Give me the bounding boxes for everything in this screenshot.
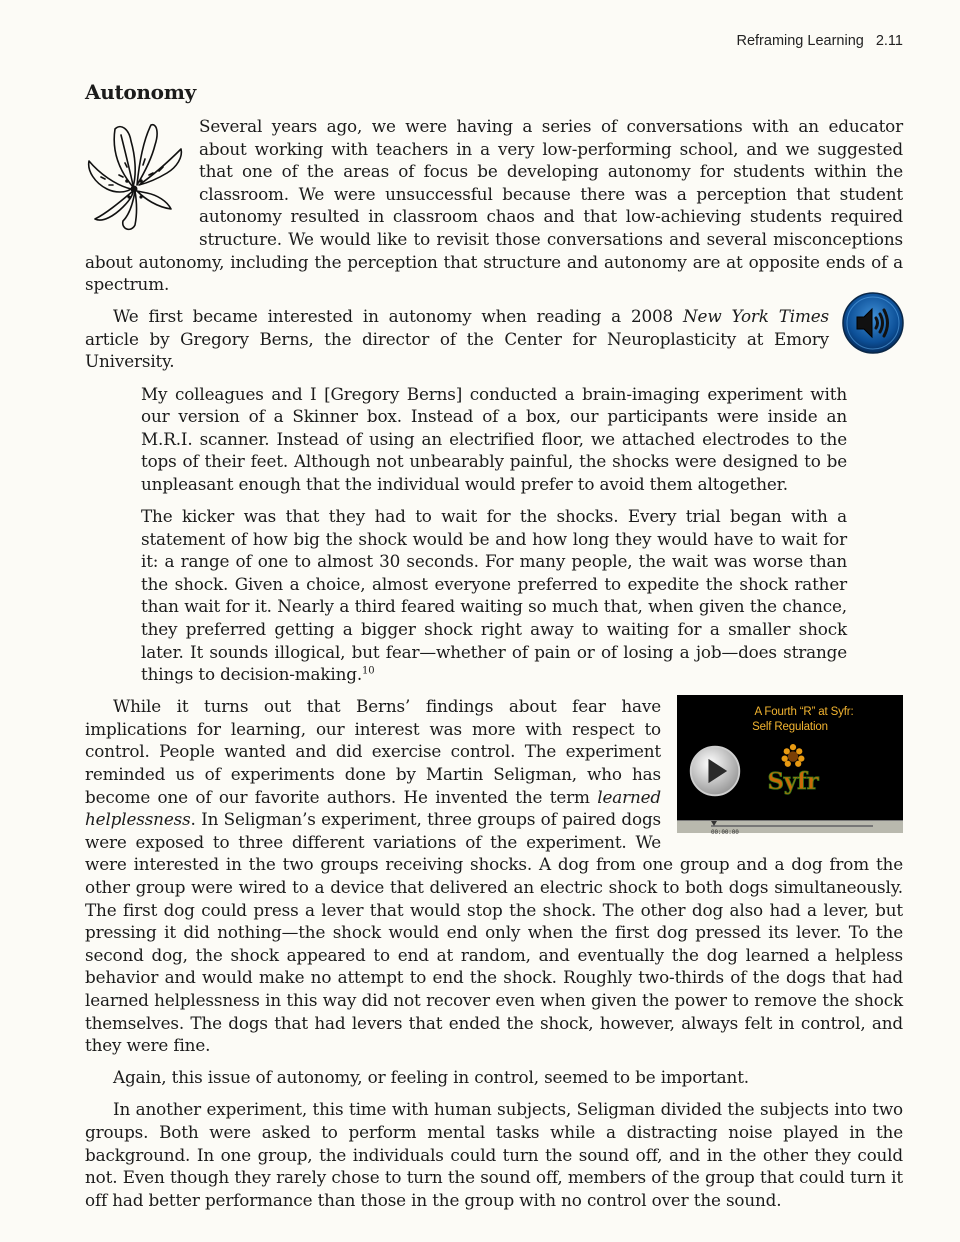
- learned-helplessness-term: learned helplessness: [85, 786, 661, 830]
- quote-2-text: The kicker was that they had to wait for the shocks. Every trial began with a statement of how big the shock would be and how long they would have to wait for it: a range of one to almost 30 seconds. For many people, the wait was worse than the shock. Given a choice, almost everyone preferred to expedite the shock rather than wait for it. Nearly a third feared waiting so much that, when given the chance, they preferred getting a bigger shock right away to waiting for a smaller shock later. It sounds illogical, but fear—whether of pain or of losing a job—does strange things to decision-making.: [141, 506, 847, 685]
- footnote-ref: 10: [362, 665, 375, 677]
- svg-text:Syfr: Syfr: [767, 769, 819, 796]
- video-player[interactable]: [677, 695, 903, 837]
- video-timecode: 00:00:00: [711, 829, 739, 837]
- quote-paragraph-2: [141, 505, 847, 686]
- section-title: Autonomy: [85, 80, 196, 104]
- running-title: Reframing Learning: [736, 33, 864, 49]
- syfr-logo: [761, 743, 825, 795]
- paragraph-human-experiment: In another experiment, this time with human subjects, Seligman divided the subjects into two groups. Both were asked to perform mental tasks while a distracting noise played in the background. In one group, the individuals could turn the sound off, and in the other they could not. Even though they rarely chose to turn the sound off, members of the group that could turn it off had better performance than those in the group with no control over the sound.: [85, 1099, 903, 1210]
- video-playhead[interactable]: [711, 821, 717, 826]
- berns-text-end: article by Gregory Berns, the director of the Center for Neuroplasticity at Emory University.: [85, 328, 829, 372]
- paragraph-intro: Several years ago, we were having a series of conversations with an educator about working with teachers in a very low-performing school, and we suggested that one of the areas of focus be developing autonomy for students within the classroom. We were unsuccessful because there was a perception that student autonomy resulted in classroom chaos and that low-achieving students required structure. We would like to revisit those conversations and several misconceptions about autonomy, including the perception that structure and autonomy are at opposite ends of a spectrum.: [85, 116, 903, 295]
- flower-illustration: [81, 115, 187, 233]
- page-number: 2.11: [875, 33, 903, 49]
- seligman-text-start: While it turns out that Berns’ findings about fear have implications for learning, our interest was more with respect to control. People wanted and did exercise control. The experiment reminded us of experiments done by Martin Seligman, who has become one of our favorite authors. He invented the term: [85, 696, 661, 807]
- paragraph-seligman: [85, 695, 903, 1057]
- video-controls[interactable]: [677, 820, 903, 837]
- speaker-audio-icon[interactable]: [841, 291, 905, 355]
- quote-paragraph-1: My colleagues and I [Gregory Berns] conducted a brain-imaging experiment with our version of a Skinner box. Instead of a box, our participants were inside an M.R.I. scanner. Instead of using an electrified floor, we attached electrodes to the tops of their feet. Although not unbearably painful, the shocks were designed to be unpleasant enough that the individual would prefer to avoid them altogether.: [141, 383, 847, 494]
- block-quote: [141, 383, 847, 686]
- play-icon[interactable]: [687, 743, 743, 799]
- seligman-text-end: . In Seligman’s experiment, three groups of paired dogs were exposed to three different variations of the experiment. We were interested in the two groups receiving shocks. A dog from one group and a dog from the other group were wired to a device that delivered an electric shock to both dogs simultaneously. The first dog could press a lever that would stop the shock. The other dog also had a lever, but pressing it did nothing—the shock would end only when the first dog pressed its lever. To the second dog, the shock appeared to end at random, and eventually the dog learned a helpless behavior and would make no attempt to end the shock. Roughly two-thirds of the dogs that had learned helplessness in this way did not recover even when given the power to remove the shock themselves. The dogs that had levers that ended the shock, however, always felt in control, and they were fine.: [85, 809, 903, 1056]
- paragraph-berns-intro: [85, 305, 903, 373]
- video-title: A Fourth “R” at Syfr: Self Regulation: [752, 706, 854, 734]
- video-progress-track[interactable]: [711, 825, 873, 827]
- paragraph-autonomy-important: Again, this issue of autonomy, or feeling in control, seemed to be important.: [113, 1067, 749, 1088]
- article-body: [85, 115, 903, 1221]
- berns-text-start: We first became interested in autonomy when reading a 2008: [113, 306, 683, 327]
- running-header: [736, 33, 903, 49]
- nyt-title: New York Times: [683, 306, 829, 327]
